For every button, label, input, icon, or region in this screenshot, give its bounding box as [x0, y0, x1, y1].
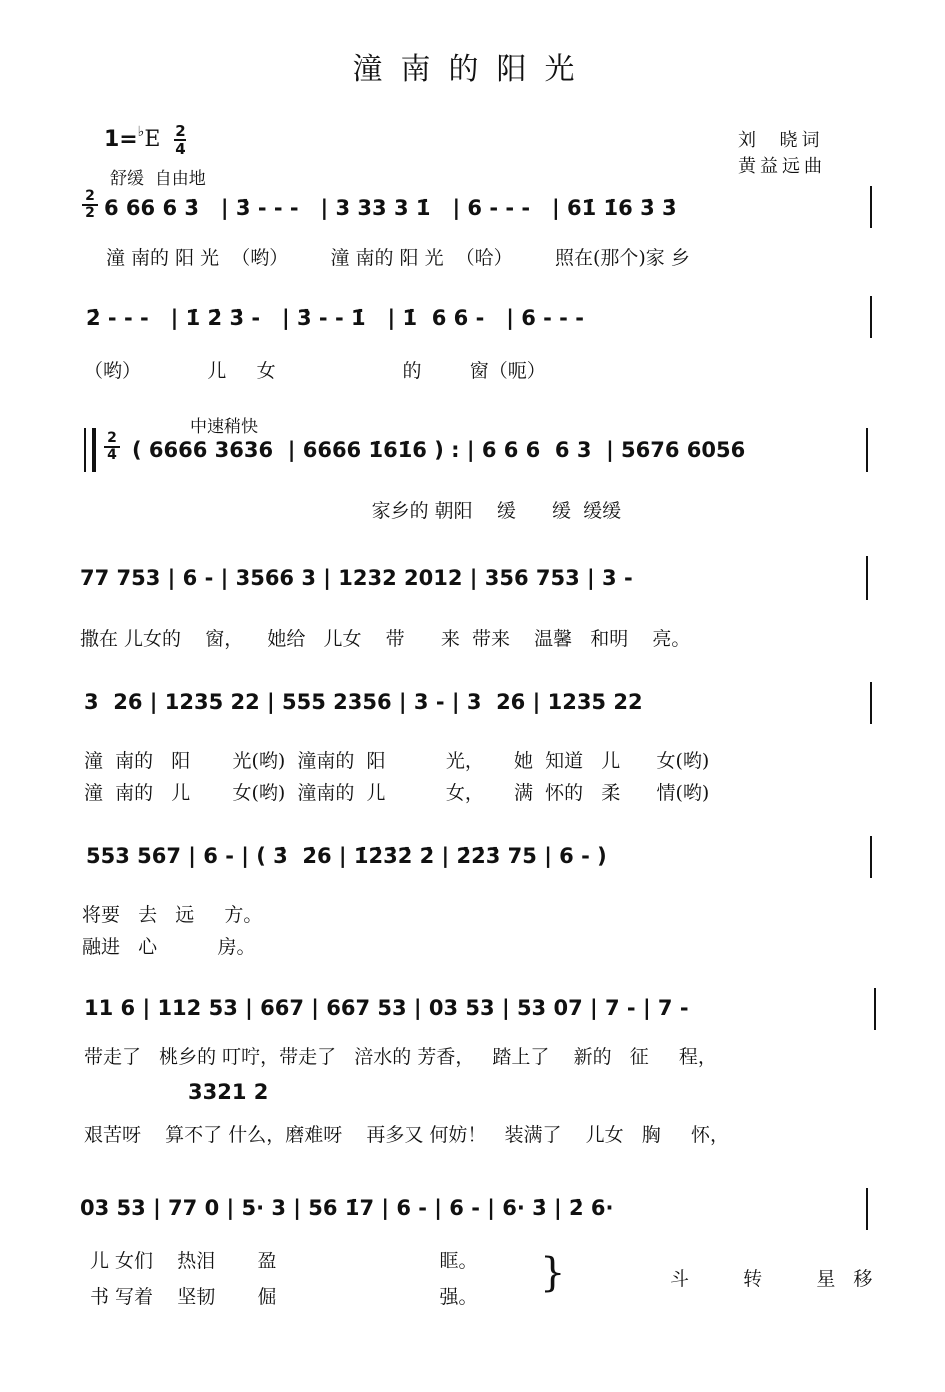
time-signature: $\frac{2}{4}$ [175, 122, 186, 158]
barline [870, 682, 872, 724]
lyric-row-2: （哟） 儿 女 的 窗（呃） [84, 360, 546, 382]
lyric-row-1: 潼 南的 阳 光 （哟） 潼 南的 阳 光 （哈） 照在(那个)家 乡 [106, 247, 690, 269]
notation-row-2: 2̇ - - - | 1̇ 2̇ 3̇ - | 3̇ - - 1̇ | 1̇ 6 6 - | 6 - - - [86, 306, 584, 330]
notation-row-8: 03 53 | 77 0 | 5· 3 | 56 1̇7 | 6 - | 6 - | 6· 3̇ | 2̇ 6· [80, 1196, 614, 1220]
tempo-intro: 舒缓 自由地 [110, 169, 206, 189]
lyric-row-7a: 带走了 桃乡的 叮咛，带走了 涪水的 芳香， 踏上了 新的 征 程， [84, 1046, 717, 1068]
barline [866, 428, 868, 472]
notation-row-6: 553 567 | 6 - | ( 3̇ 2̇6 | 1̇2̇3̇2̇ 2̇ | 2̇2̇3̇ 75 | 6 - ) [86, 844, 607, 868]
key-signature: 1=♭E $\frac{2}{4}$ [104, 122, 186, 158]
lyric-row-6b: 融进 心 房。 [82, 936, 256, 958]
lyric-row-4: 撒在 儿女的 窗， 她给 儿女 带 来 带来 温馨 和明 亮。 [80, 628, 691, 650]
time-signature-2-2: 2 2 [82, 190, 98, 220]
brace-icon: } [540, 1250, 566, 1296]
alt-notation: 3321 2 [188, 1080, 269, 1104]
notation-row-3: ( 6666 3636 | 6666 1̇61̇6 ) : | 6 6 6 6 3 | 5676 6056 [132, 438, 746, 462]
notation-row-1: 6 66 6 3̇ | 3̇ - - - | 3 33 3 1̇ | 6 - - - | 61̇ 1̇6 3̇ 3̇ [104, 196, 677, 220]
barline [874, 988, 876, 1030]
repeat-start [84, 428, 96, 472]
tempo-middle: 中速稍快 [190, 417, 258, 437]
lyric-row-5a: 潼 南的 阳 光(哟) 潼南的 阳 光， 她 知道 儿 女(哟) [84, 750, 710, 772]
notation-row-5: 3 26 | 1235 22 | 555 2356 | 3 - | 3 26 | 1235 22 [84, 690, 643, 714]
notation-row-7: 11 6 | 112 53 | 667 | 667 53 | 03 53 | 53 07 | 7 - | 7 - [84, 996, 689, 1020]
coda-lyric: 斗 转 星 移 [670, 1268, 879, 1290]
lyric-row-8a: 儿 女们 热泪 盈 眶。 [90, 1250, 478, 1272]
barline [866, 556, 868, 600]
lyric-row-8b: 书 写着 坚韧 倔 强。 [90, 1286, 478, 1308]
lyric-row-7b: 艰苦呀 算不了 什么，磨难呀 再多又 何妨！ 装满了 儿女 胸 怀， [84, 1124, 729, 1146]
barline [866, 1188, 868, 1230]
barline [870, 186, 872, 228]
barline [870, 836, 872, 878]
lyric-row-5b: 潼 南的 儿 女(哟) 潼南的 儿 女， 满 怀的 柔 情(哟) [84, 782, 710, 804]
lyricist: 刘 晓词 [738, 130, 824, 151]
barline [870, 296, 872, 338]
notation-row-4: 77 753 | 6 - | 3566 3 | 1232 2012 | 356 753 | 3 - [80, 566, 633, 590]
song-title: 潼南的阳光 [352, 52, 593, 87]
lyric-row-6a: 将要 去 远 方。 [82, 904, 263, 926]
composer: 黄益远曲 [738, 156, 826, 177]
time-signature-2-4: 2 4 [104, 432, 120, 462]
lyric-row-3: 家乡的 朝阳 缓 缓 缓缓 [124, 500, 622, 522]
